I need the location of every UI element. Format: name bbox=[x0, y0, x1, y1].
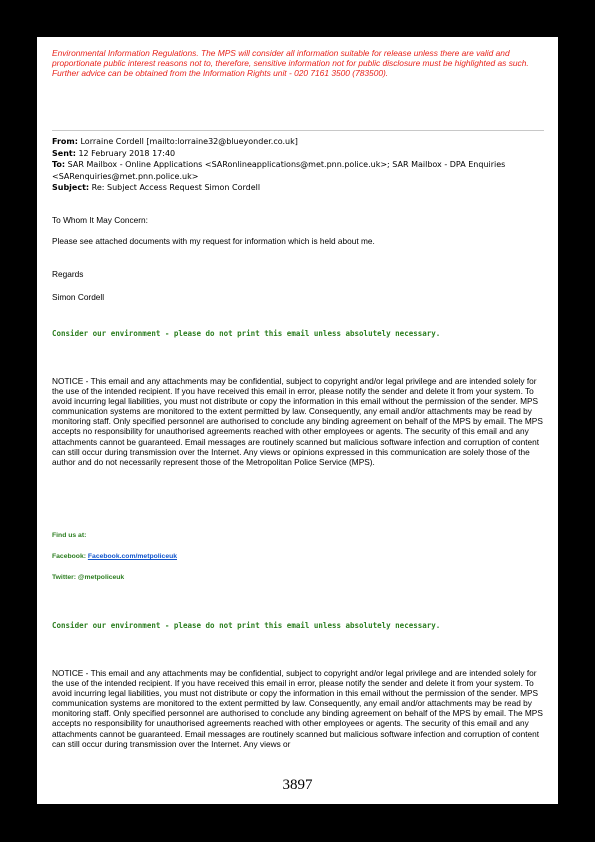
page-number: 3897 bbox=[282, 777, 313, 793]
from-value: Lorraine Cordell [mailto:lorraine32@blueyonder.co.uk] bbox=[77, 137, 298, 146]
header-divider bbox=[52, 130, 544, 131]
facebook-line bbox=[52, 553, 177, 560]
eir-notice: Environmental Information Regulations. The MPS will consider all information suitable for release unless there are valid and proportionate public interest reasons not to, therefore, sensitive information not for public disclosure must be highlighted as such. Further advice can be obtained from the Information Rights unit - 020 7161 3500 (783500). bbox=[52, 48, 529, 79]
from-row bbox=[52, 136, 548, 148]
signature: Simon Cordell bbox=[52, 292, 105, 302]
from-label: From: bbox=[52, 137, 78, 146]
sent-label: Sent: bbox=[52, 148, 76, 158]
environment-notice: Consider our environment - please do not print this email unless absolutely necessary. bbox=[52, 329, 441, 338]
facebook-link[interactable]: Facebook.com/metpoliceuk bbox=[87, 553, 178, 560]
subject-value: Re: Subject Access Request Simon Cordell bbox=[89, 183, 261, 193]
environment-notice-repeat: Consider our environment - please do not print this email unless absolutely necessary. bbox=[52, 621, 441, 630]
sent-row bbox=[52, 148, 548, 160]
closing: Regards bbox=[52, 269, 84, 279]
twitter-line: Twitter: @metpoliceuk bbox=[52, 574, 125, 581]
sent-value: 12 February 2018 17:40 bbox=[75, 148, 176, 158]
subject-row bbox=[52, 182, 548, 194]
disclaimer-repeat: NOTICE - This email and any attachments may be confidential, subject to copyright and/or legal privilege and are intended solely for the use of the intended recipient. If you have received this email in error, please notify the sender and delete it from your system. To avoid incurring legal liabilities, you must not distribute or copy the information in this email without the permission of the sender. MPS communication systems are monitored to the extent permitted by law. Consequently, any email and/or attachments may be read by monitoring staff. Only specified personnel are authorised to conclude any binding agreement on behalf of the MPS by email. The MPS accepts no responsibility for unauthorised agreements reached with other employees or agents. The security of this email and any attachments cannot be guaranteed. Email messages are routinely scanned but malicious software infection and corruption of content can still occur during transmission over the Internet. Any views or bbox=[52, 668, 543, 749]
greeting: To Whom It May Concern: bbox=[52, 215, 148, 225]
to-row bbox=[52, 159, 548, 182]
disclaimer: NOTICE - This email and any attachments may be confidential, subject to copyright and/or legal privilege and are intended solely for the use of the intended recipient. If you have received this email in error, please notify the sender and delete it from your system. To avoid incurring legal liabilities, you must not distribute or copy the information in this email without the permission of the sender. MPS communication systems are monitored to the extent permitted by law. Consequently, any email and/or attachments may be read by monitoring staff. Only specified personnel are authorised to conclude any binding agreement on behalf of the MPS by email. The MPS accepts no responsibility for unauthorised agreements reached with other employees or agents. The security of this email and any attachments cannot be guaranteed. Email messages are routinely scanned but malicious software infection and corruption of content can still occur during transmission over the Internet. Any views or opinions expressed in this communication are solely those of the author and do not necessarily represent those of the Metropolitan Police Service (MPS). bbox=[52, 376, 543, 467]
subject-label: Subject: bbox=[52, 183, 90, 193]
to-value: SAR Mailbox - Online Applications <SARonlineapplications@met.pnn.police.uk>; SAR Mailbox - DPA Enquiries <SARenquiries@met.pnn.police.uk> bbox=[52, 160, 506, 181]
find-us-label: Find us at: bbox=[52, 532, 87, 539]
email-header bbox=[52, 136, 548, 194]
document-page bbox=[37, 37, 558, 804]
body-paragraph: Please see attached documents with my request for information which is held about me. bbox=[52, 236, 375, 246]
to-label: To: bbox=[52, 160, 66, 170]
facebook-label: Facebook: bbox=[52, 553, 88, 560]
